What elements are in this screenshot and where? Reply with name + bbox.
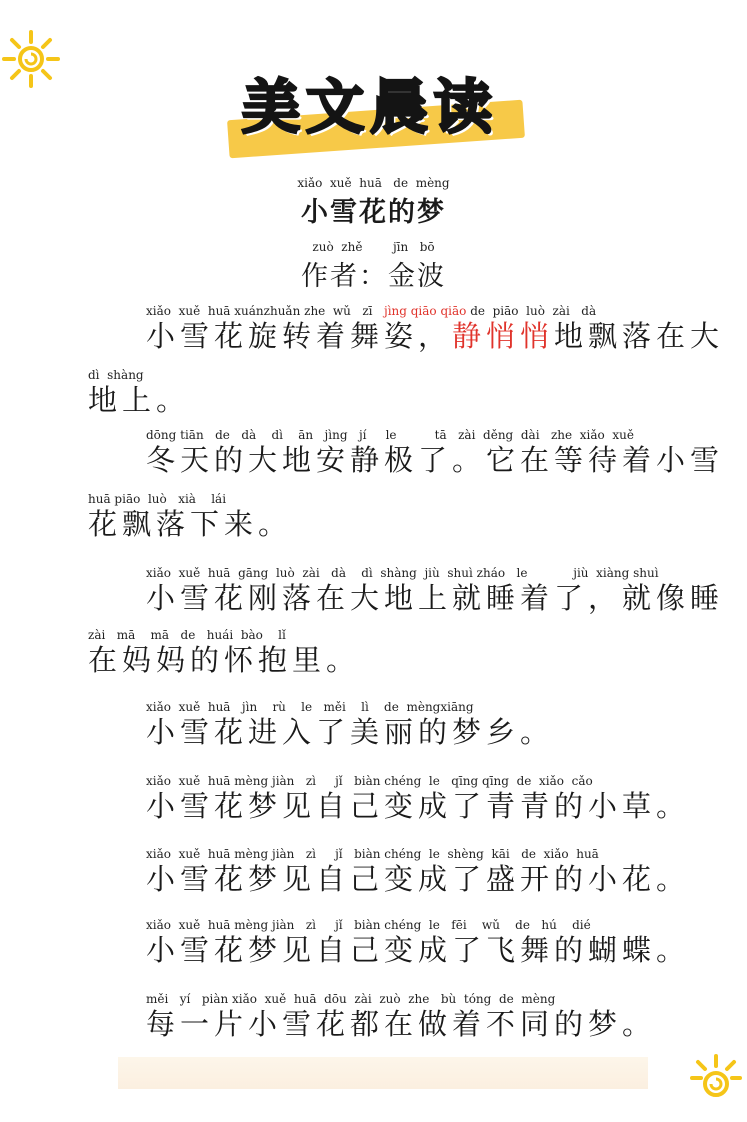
text-line — [146, 918, 690, 968]
line-pinyin: dōng tiān de dà dì ān jìng jí le tā zài děng dài zhe xiǎo xuě — [146, 428, 634, 442]
text-line — [146, 304, 724, 354]
author-text: 作者：金波 — [301, 261, 446, 292]
line-pinyin: huā piāo luò xià lái — [88, 492, 227, 506]
banner — [200, 58, 540, 158]
line-pinyin: xiǎo xuě huā mèng jiàn zì jǐ biàn chéng le fēi wǔ de hú dié — [146, 918, 591, 932]
line-text: 小雪花进入了美丽的梦乡。 — [146, 715, 555, 749]
text-line — [146, 774, 690, 824]
line-text: 在妈妈的怀抱里。 — [88, 643, 361, 677]
sun-icon — [0, 28, 62, 90]
text-line — [88, 492, 292, 542]
author-pinyin: zuò zhě jīn bō — [312, 240, 435, 254]
line-text: 每一片小雪花都在做着不同的梦。 — [146, 1007, 657, 1041]
line-text-post: 地飘落在大 — [554, 319, 725, 353]
line-pinyin: zài mā mā de huái bào lǐ — [88, 628, 286, 642]
title-text: 小雪花的梦 — [301, 197, 446, 228]
line-pinyin-red: jìng qiāo qiāo — [383, 304, 467, 318]
text-line — [88, 628, 360, 678]
text-line — [146, 992, 656, 1042]
line-pinyin: xiǎo xuě huā mèng jiàn zì jǐ biàn chéng le shèng kāi de xiǎo huā — [146, 847, 599, 861]
line-pinyin: xiǎo xuě huā gāng luò zài dà dì shàng jiù shuì zháo le jiù xiàng shuì — [146, 566, 659, 580]
line-pinyin: xiǎo xuě huā mèng jiàn zì jǐ biàn chéng le qīng qīng de xiǎo cǎo — [146, 774, 593, 788]
text-line — [88, 368, 190, 418]
line-text: 地上。 — [88, 383, 191, 417]
line-text: 小雪花梦见自己变成了青青的小草。 — [146, 789, 691, 823]
line-text: 冬天的大地安静极了。它在等待着小雪 — [146, 443, 725, 477]
line-text-red: 静悄悄 — [452, 319, 555, 353]
line-pinyin: dì shàng — [88, 368, 144, 382]
text-line — [146, 566, 724, 616]
author — [0, 240, 747, 293]
line-pinyin-after: de piāo luò zài dà — [466, 304, 597, 318]
text-line — [146, 700, 554, 750]
line-text: 小雪花旋转着舞姿， — [146, 319, 453, 353]
title-pinyin: xiǎo xuě huā de mèng — [297, 176, 450, 190]
sun-icon — [686, 1052, 747, 1102]
line-pinyin: xiǎo xuě huā xuánzhuǎn zhe wǔ zī — [146, 304, 373, 318]
footer-bar — [118, 1057, 648, 1089]
line-text: 小雪花梦见自己变成了盛开的小花。 — [146, 862, 691, 896]
line-text: 小雪花梦见自己变成了飞舞的蝴蝶。 — [146, 933, 691, 967]
line-pinyin: měi yí piàn xiǎo xuě huā dōu zài zuò zhe bù tóng de mèng — [146, 992, 556, 1006]
line-text: 小雪花刚落在大地上就睡着了，就像睡 — [146, 581, 725, 615]
poem-title — [0, 176, 747, 229]
line-pinyin: xiǎo xuě huā jìn rù le měi lì de mèngxiāng — [146, 700, 474, 714]
text-line — [146, 428, 724, 478]
text-line — [146, 847, 690, 897]
banner-title: 美文晨读 — [241, 73, 498, 141]
line-text: 花飘落下来。 — [88, 507, 293, 541]
